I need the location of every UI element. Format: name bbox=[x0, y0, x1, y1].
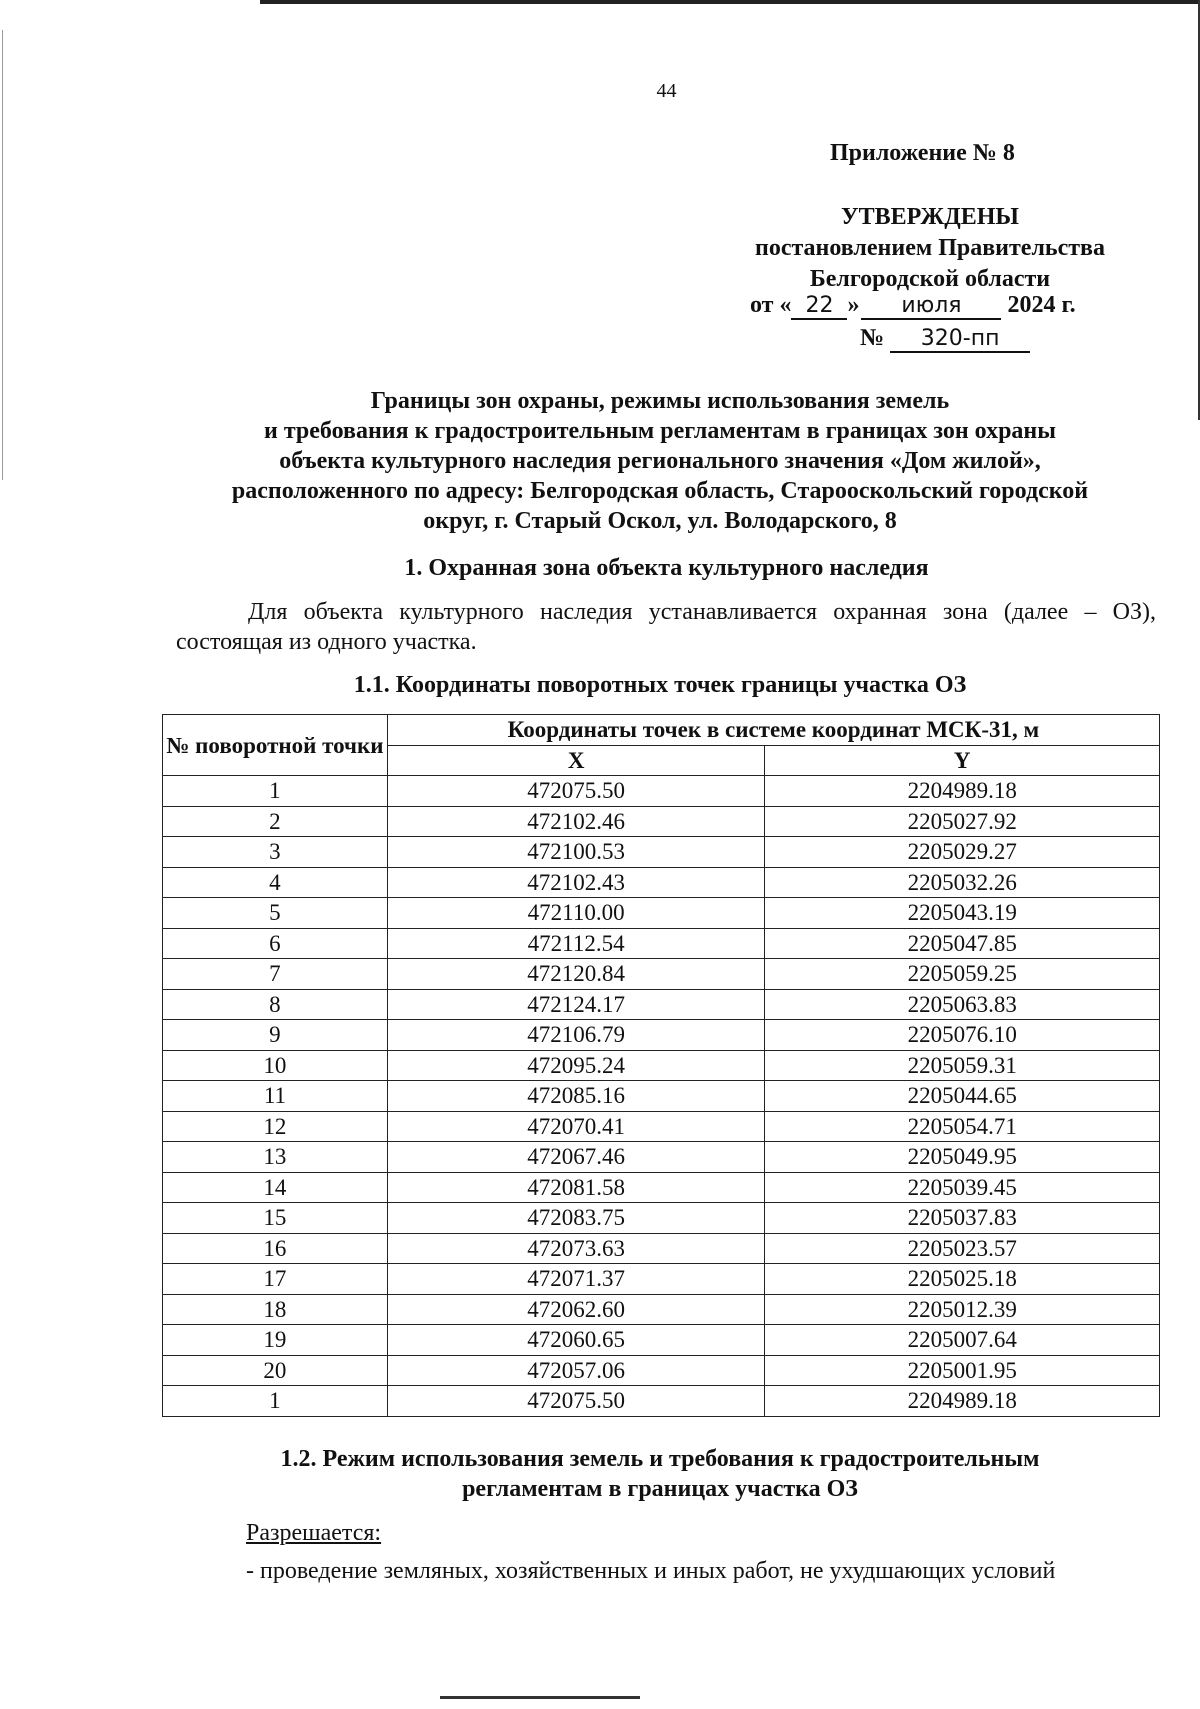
table-row bbox=[163, 1142, 1160, 1173]
y-coordinate-cell: 2205044.65 bbox=[765, 1081, 1160, 1112]
date-day-close: » bbox=[847, 292, 860, 318]
point-number-cell: 18 bbox=[163, 1294, 388, 1325]
x-coordinate-cell: 472095.24 bbox=[387, 1050, 765, 1081]
x-coordinate-cell: 472112.54 bbox=[387, 928, 765, 959]
x-coordinate-cell: 472057.06 bbox=[387, 1355, 765, 1386]
x-coordinate-cell: 472124.17 bbox=[387, 989, 765, 1020]
y-coordinate-cell: 2205001.95 bbox=[765, 1355, 1160, 1386]
point-number-cell: 13 bbox=[163, 1142, 388, 1173]
x-coordinate-cell: 472110.00 bbox=[387, 898, 765, 929]
appendix-label: Приложение № 8 bbox=[830, 140, 1015, 166]
page-number: 44 bbox=[656, 80, 677, 102]
date-year: 2024 г. bbox=[1007, 292, 1076, 318]
x-coordinate-cell: 472075.50 bbox=[387, 1386, 765, 1417]
y-coordinate-cell: 2205039.45 bbox=[765, 1172, 1160, 1203]
point-number-cell: 8 bbox=[163, 989, 388, 1020]
table-row bbox=[163, 776, 1160, 807]
allowed-item: - проведение земляных, хозяйственных и иных работ, не ухудшающих условий bbox=[246, 1558, 1056, 1584]
point-number-cell: 1 bbox=[163, 776, 388, 807]
allowed-label: Разрешается: bbox=[246, 1520, 382, 1546]
title-line: Границы зон охраны, режимы использования земель bbox=[370, 388, 950, 414]
point-number-cell: 12 bbox=[163, 1111, 388, 1142]
y-coordinate-cell: 2205037.83 bbox=[765, 1203, 1160, 1234]
table-row bbox=[163, 1203, 1160, 1234]
x-coordinate-cell: 472073.63 bbox=[387, 1233, 765, 1264]
x-coordinate-cell: 472081.58 bbox=[387, 1172, 765, 1203]
point-number-cell: 17 bbox=[163, 1264, 388, 1295]
point-number-cell: 19 bbox=[163, 1325, 388, 1356]
approval-date bbox=[750, 292, 1076, 320]
table-row bbox=[163, 898, 1160, 929]
y-coordinate-cell: 2205025.18 bbox=[765, 1264, 1160, 1295]
y-coordinate-cell: 2205012.39 bbox=[765, 1294, 1160, 1325]
y-coordinate-cell: 2205076.10 bbox=[765, 1020, 1160, 1051]
section-1-2-heading bbox=[200, 1444, 1120, 1504]
y-coordinate-cell: 2204989.18 bbox=[765, 1386, 1160, 1417]
point-number-cell: 10 bbox=[163, 1050, 388, 1081]
table-row bbox=[163, 1172, 1160, 1203]
y-coordinate-cell: 2205029.27 bbox=[765, 837, 1160, 868]
y-coordinate-cell: 2205007.64 bbox=[765, 1325, 1160, 1356]
point-number-cell: 20 bbox=[163, 1355, 388, 1386]
y-coordinate-cell: 2204989.18 bbox=[765, 776, 1160, 807]
table-row bbox=[163, 989, 1160, 1020]
section-1-2-line: регламентам в границах участка ОЗ bbox=[462, 1476, 858, 1502]
scan-edge-bottom bbox=[440, 1696, 640, 1699]
point-number-cell: 6 bbox=[163, 928, 388, 959]
x-coordinate-cell: 472106.79 bbox=[387, 1020, 765, 1051]
header-y: Y bbox=[765, 745, 1160, 776]
y-coordinate-cell: 2205043.19 bbox=[765, 898, 1160, 929]
approval-heading: УТВЕРЖДЕНЫ bbox=[841, 204, 1019, 230]
x-coordinate-cell: 472083.75 bbox=[387, 1203, 765, 1234]
date-month: июля bbox=[861, 294, 1001, 320]
table-row bbox=[163, 1264, 1160, 1295]
y-coordinate-cell: 2205023.57 bbox=[765, 1233, 1160, 1264]
y-coordinate-cell: 2205059.25 bbox=[765, 959, 1160, 990]
section-1-heading: 1. Охранная зона объекта культурного наследия bbox=[404, 555, 929, 581]
x-coordinate-cell: 472102.43 bbox=[387, 867, 765, 898]
table-row bbox=[163, 806, 1160, 837]
section-1-paragraph: Для объекта культурного наследия устанавливается охранная зона (далее – ОЗ), состоящая из одного участка. bbox=[176, 599, 1156, 655]
table-row bbox=[163, 837, 1160, 868]
x-coordinate-cell: 472102.46 bbox=[387, 806, 765, 837]
x-coordinate-cell: 472070.41 bbox=[387, 1111, 765, 1142]
table-row bbox=[163, 1325, 1160, 1356]
document-title bbox=[170, 386, 1150, 536]
header-coordinates: Координаты точек в системе координат МСК-31, м bbox=[387, 715, 1159, 746]
table-row bbox=[163, 1050, 1160, 1081]
approval-line-2: Белгородской области bbox=[809, 266, 1051, 292]
x-coordinate-cell: 472100.53 bbox=[387, 837, 765, 868]
coordinates-table bbox=[162, 714, 1160, 1417]
y-coordinate-cell: 2205047.85 bbox=[765, 928, 1160, 959]
section-1-1-heading: 1.1. Координаты поворотных точек границы участка ОЗ bbox=[353, 672, 967, 698]
table-row bbox=[163, 1111, 1160, 1142]
x-coordinate-cell: 472060.65 bbox=[387, 1325, 765, 1356]
x-coordinate-cell: 472085.16 bbox=[387, 1081, 765, 1112]
table-row bbox=[163, 1355, 1160, 1386]
table-row bbox=[163, 959, 1160, 990]
coordinates-table-body bbox=[163, 776, 1160, 1417]
title-line: объекта культурного наследия регионального значения «Дом жилой», bbox=[279, 448, 1041, 474]
title-line: округ, г. Старый Оскол, ул. Володарского, 8 bbox=[423, 508, 897, 534]
point-number-cell: 2 bbox=[163, 806, 388, 837]
table-row bbox=[163, 1294, 1160, 1325]
approval-block bbox=[730, 202, 1130, 295]
number-prefix: № bbox=[860, 325, 885, 351]
table-row bbox=[163, 1020, 1160, 1051]
y-coordinate-cell: 2205059.31 bbox=[765, 1050, 1160, 1081]
point-number-cell: 5 bbox=[163, 898, 388, 929]
section-1-2-line: 1.2. Режим использования земель и требования к градостроительным bbox=[280, 1446, 1040, 1472]
x-coordinate-cell: 472067.46 bbox=[387, 1142, 765, 1173]
header-x: X bbox=[387, 745, 765, 776]
point-number-cell: 14 bbox=[163, 1172, 388, 1203]
table-row bbox=[163, 1386, 1160, 1417]
title-line: и требования к градостроительным регламентам в границах зон охраны bbox=[264, 418, 1056, 444]
point-number-cell: 11 bbox=[163, 1081, 388, 1112]
point-number-cell: 3 bbox=[163, 837, 388, 868]
point-number-cell: 9 bbox=[163, 1020, 388, 1051]
title-line: расположенного по адресу: Белгородская область, Старооскольский городской bbox=[231, 478, 1089, 504]
point-number-cell: 16 bbox=[163, 1233, 388, 1264]
point-number-cell: 1 bbox=[163, 1386, 388, 1417]
table-row bbox=[163, 1081, 1160, 1112]
header-point-number: № поворотной точки bbox=[163, 715, 388, 776]
table-row bbox=[163, 1233, 1160, 1264]
table-row bbox=[163, 928, 1160, 959]
date-prefix: от « bbox=[750, 292, 792, 318]
table-row bbox=[163, 867, 1160, 898]
point-number-cell: 4 bbox=[163, 867, 388, 898]
point-number-cell: 7 bbox=[163, 959, 388, 990]
approval-line-1: постановлением Правительства bbox=[754, 235, 1105, 261]
approval-number bbox=[860, 325, 1030, 353]
x-coordinate-cell: 472062.60 bbox=[387, 1294, 765, 1325]
y-coordinate-cell: 2205032.26 bbox=[765, 867, 1160, 898]
scan-edge-top bbox=[260, 0, 1200, 4]
x-coordinate-cell: 472120.84 bbox=[387, 959, 765, 990]
number-value: 320-пп bbox=[890, 327, 1030, 353]
y-coordinate-cell: 2205054.71 bbox=[765, 1111, 1160, 1142]
y-coordinate-cell: 2205063.83 bbox=[765, 989, 1160, 1020]
date-day: 22 bbox=[791, 294, 847, 320]
y-coordinate-cell: 2205049.95 bbox=[765, 1142, 1160, 1173]
x-coordinate-cell: 472071.37 bbox=[387, 1264, 765, 1295]
point-number-cell: 15 bbox=[163, 1203, 388, 1234]
y-coordinate-cell: 2205027.92 bbox=[765, 806, 1160, 837]
x-coordinate-cell: 472075.50 bbox=[387, 776, 765, 807]
